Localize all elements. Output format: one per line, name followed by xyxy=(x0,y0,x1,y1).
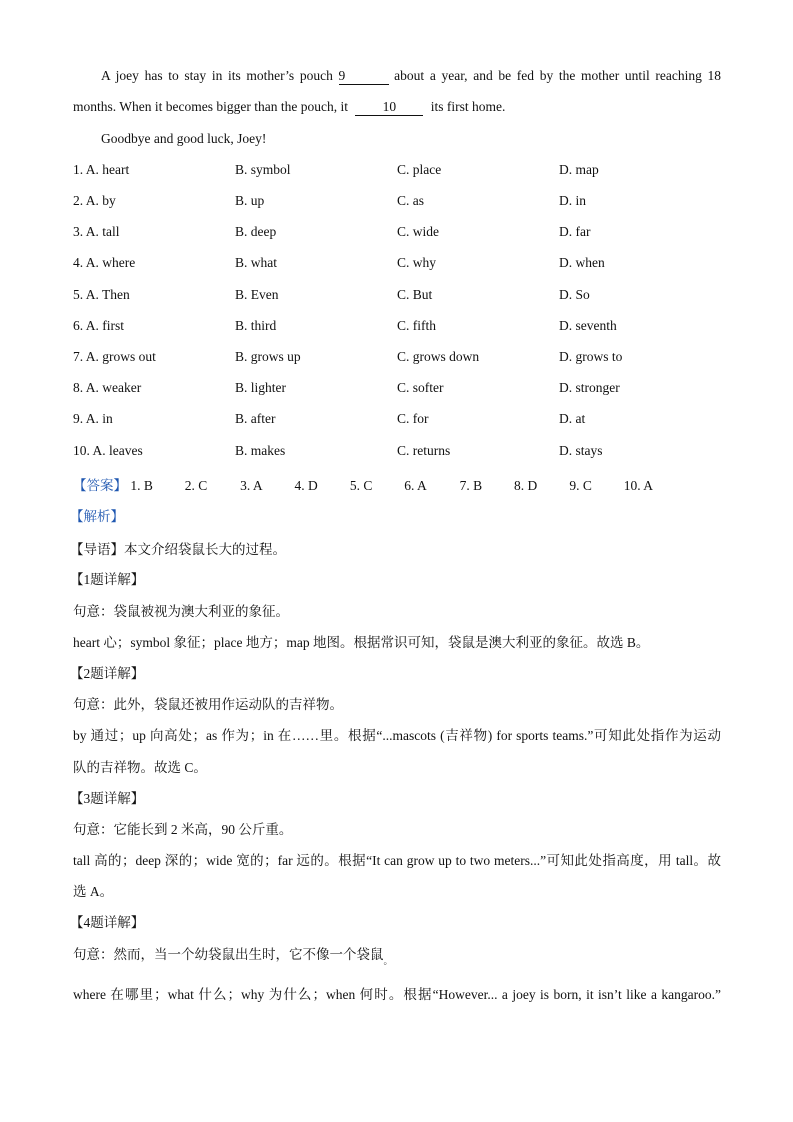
answer-item: 3. A xyxy=(240,478,263,493)
guide-text: 【导语】本文介绍袋鼠长大的过程。 xyxy=(70,542,286,557)
option-c: C. for xyxy=(397,411,429,426)
option-b: B. symbol xyxy=(235,162,291,177)
blank-10: 10 xyxy=(355,100,423,116)
option-d: D. So xyxy=(559,287,590,302)
option-a: 1. A. heart xyxy=(73,162,130,177)
option-c: C. fifth xyxy=(397,318,436,333)
option-a: 2. A. by xyxy=(73,193,116,208)
passage-text: about a year, and be fed by the mother until reaching 18 xyxy=(394,68,721,83)
q4-meaning-mark: 。 xyxy=(383,956,393,966)
option-a: 9. A. in xyxy=(73,411,113,426)
option-d: D. grows to xyxy=(559,349,623,364)
question-row-2 xyxy=(73,193,733,211)
question-row-5 xyxy=(73,287,733,305)
passage-text: months. When it becomes bigger than the pouch, it xyxy=(73,99,348,114)
passage-closing: Goodbye and good luck, Joey! xyxy=(101,131,267,146)
answer-item: 10. A xyxy=(623,478,654,493)
q4-meaning-text: 句意：然而，当一个幼袋鼠出生时，它不像一个袋鼠 xyxy=(73,947,384,962)
option-b: B. makes xyxy=(235,443,286,458)
passage-line-1 xyxy=(101,68,721,85)
q2-explain-line-1: by 通过；up 向高处；as 作为；in 在……里。根据“...mascots (吉祥物) for sports teams.”可知此处指作为运动 xyxy=(73,728,721,743)
option-a: 4. A. where xyxy=(73,255,136,270)
answer-item: 8. D xyxy=(514,478,538,493)
q2-explain-line-2: 队的吉祥物。故选 C。 xyxy=(73,760,207,775)
option-c: C. grows down xyxy=(397,349,480,364)
option-d: D. stronger xyxy=(559,380,620,395)
blank-9: 9 xyxy=(339,69,389,85)
answer-item: 9. C xyxy=(569,478,592,493)
option-a: 8. A. weaker xyxy=(73,380,142,395)
option-b: B. up xyxy=(235,193,265,208)
option-b: B. after xyxy=(235,411,276,426)
option-c: C. returns xyxy=(397,443,451,458)
passage-text: its first home. xyxy=(430,99,506,114)
option-c: C. softer xyxy=(397,380,444,395)
q3-title: 【3题详解】 xyxy=(70,791,145,806)
question-row-9 xyxy=(73,411,733,429)
q1-meaning: 句意：袋鼠被视为澳大利亚的象征。 xyxy=(73,604,289,619)
answer-key xyxy=(73,474,653,494)
option-b: B. what xyxy=(235,255,277,270)
option-a: 10. A. leaves xyxy=(73,443,143,458)
question-row-4 xyxy=(73,255,733,273)
option-b: B. third xyxy=(235,318,277,333)
option-d: D. seventh xyxy=(559,318,617,333)
passage-line-2 xyxy=(73,99,505,116)
option-d: D. map xyxy=(559,162,599,177)
answer-item: 2. C xyxy=(184,478,208,493)
option-a: 3. A. tall xyxy=(73,224,120,239)
q1-title: 【1题详解】 xyxy=(70,572,145,587)
q4-title: 【4题详解】 xyxy=(70,915,145,930)
option-d: D. stays xyxy=(559,443,603,458)
q3-explain-line-1: tall 高的；deep 深的；wide 宽的；far 远的。根据“It can grow up to two meters...”可知此处指高度，用 tall。故 xyxy=(73,853,721,868)
option-b: B. grows up xyxy=(235,349,301,364)
answer-tag: 【答案】 xyxy=(73,478,127,493)
option-a: 7. A. grows out xyxy=(73,349,156,364)
option-d: D. when xyxy=(559,255,605,270)
option-c: C. as xyxy=(397,193,424,208)
passage-text: A joey has to stay in its mother’s pouch xyxy=(101,68,333,83)
q2-title: 【2题详解】 xyxy=(70,666,145,681)
answer-item: 6. A xyxy=(404,478,427,493)
option-b: B. Even xyxy=(235,287,279,302)
question-row-3 xyxy=(73,224,733,242)
option-c: C. wide xyxy=(397,224,439,239)
option-d: D. far xyxy=(559,224,591,239)
question-row-10 xyxy=(73,443,733,461)
question-row-1 xyxy=(73,162,733,180)
question-row-6 xyxy=(73,318,733,336)
q4-explain-line-1: where 在哪里；what 什么；why 为什么；when 何时。根据“However... a joey is born, it isn’t like a kangaroo.” xyxy=(73,987,721,1002)
q1-explain: heart 心；symbol 象征；place 地方；map 地图。根据常识可知，袋鼠是澳大利亚的象征。故选 B。 xyxy=(73,635,650,650)
option-b: B. lighter xyxy=(235,380,286,395)
option-d: D. in xyxy=(559,193,586,208)
q2-meaning: 句意：此外，袋鼠还被用作运动队的吉祥物。 xyxy=(73,697,343,712)
option-c: C. why xyxy=(397,255,437,270)
answer-item: 1. B xyxy=(130,478,153,493)
q3-meaning: 句意：它能长到 2 米高，90 公斤重。 xyxy=(73,822,293,837)
option-c: C. place xyxy=(397,162,442,177)
option-a: 6. A. first xyxy=(73,318,125,333)
option-d: D. at xyxy=(559,411,586,426)
question-row-7 xyxy=(73,349,733,367)
option-c: C. But xyxy=(397,287,433,302)
option-b: B. deep xyxy=(235,224,277,239)
answer-item: 4. D xyxy=(294,478,318,493)
question-row-8 xyxy=(73,380,733,398)
answer-item: 5. C xyxy=(349,478,373,493)
option-a: 5. A. Then xyxy=(73,287,130,302)
q3-explain-line-2: 选 A。 xyxy=(73,884,114,899)
q4-meaning xyxy=(73,943,393,966)
analysis-tag: 【解析】 xyxy=(70,509,124,524)
answer-item: 7. B xyxy=(459,478,483,493)
